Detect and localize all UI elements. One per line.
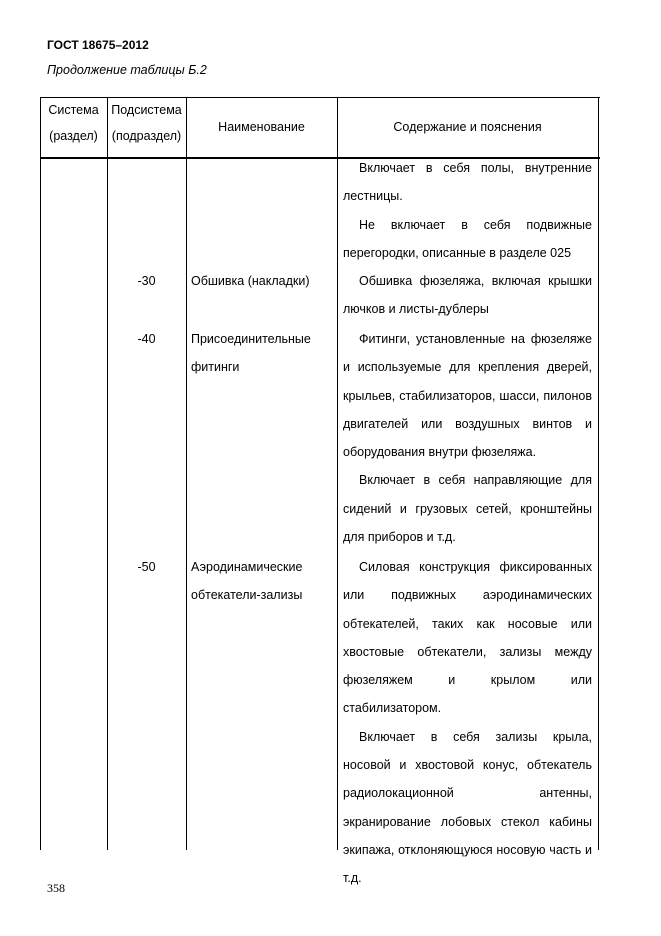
table-row [343,553,592,893]
column-divider [337,97,338,850]
description-paragraph: Не включает в себя подвижные перегородки, описанные в разделе 025 [343,217,592,260]
column-header-subsystem: Подсистема (подраздел) [111,103,182,143]
table-right-border [598,97,599,850]
column-header-content: Содержание и пояснения [393,120,542,134]
description-paragraph: Включает в себя зализы крыла, носовой и хвостовой конус, обтекатель радиолокационной антенны, экранирование лобовых стекол кабины экипажа, отклоняющуюся носовую часть и т.д. [343,729,592,886]
item-name: Присоединительные фитинги [191,332,311,375]
table-row [343,325,592,551]
table-continuation-caption: Продолжение таблицы Б.2 [47,63,207,77]
item-name: Аэродинамические обтекатели-зализы [191,560,303,603]
item-name: Обшивка (накладки) [191,274,310,288]
data-table [40,97,600,886]
column-divider [107,97,108,850]
table-row [343,154,592,267]
page-number: 358 [47,881,65,895]
description-paragraph: Фитинги, установленные на фюзеляже и используемые для крепления дверей, крыльев, стабилизаторов, шасси, пилонов двигателей или воздушных винтов и оборудования внутри фюзеляжа. [343,332,592,460]
subsystem-code: -30 [137,274,156,288]
table-row [343,267,592,324]
description-paragraph: Силовая конструкция фиксированных или подвижных аэродинамических обтекателей, таких как носовые или хвостовые обтекатели, зализы между фюзеляжем и крылом или стабилизатором. [343,560,592,716]
description-paragraph: Включает в себя направляющие для сидений и грузовых сетей, кронштейны для приборов и т.д. [343,473,592,545]
document-code: ГОСТ 18675–2012 [47,38,149,52]
column-divider [186,97,187,850]
table-left-border [40,97,41,850]
column-header-system: Система (раздел) [48,103,99,143]
description-paragraph: Включает в себя полы, внутренние лестницы. [343,161,592,204]
description-paragraph: Обшивка фюзеляжа, включая крышки лючков и листы-дублеры [343,274,592,317]
subsystem-code: -50 [137,560,156,574]
column-header-name: Наименование [218,120,305,134]
subsystem-code: -40 [137,332,156,346]
